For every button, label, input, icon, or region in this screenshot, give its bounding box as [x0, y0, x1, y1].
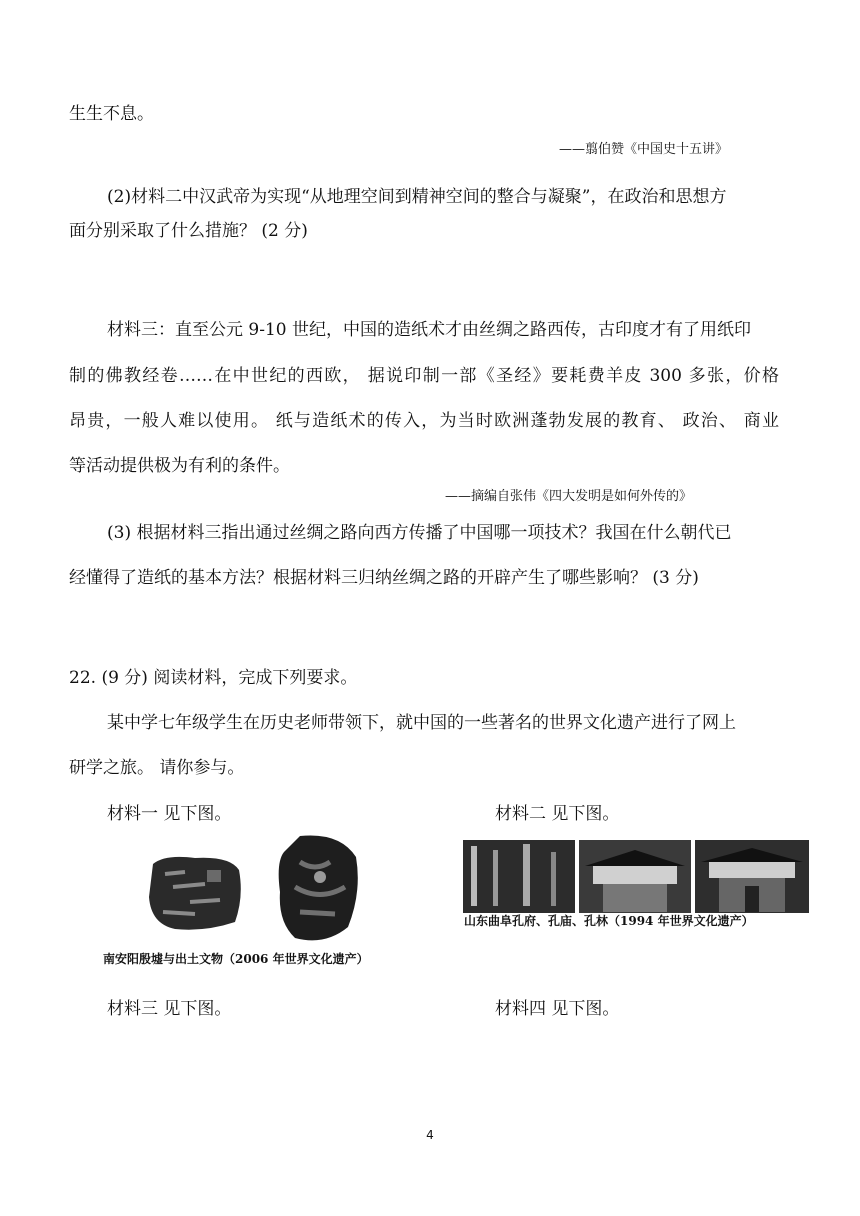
intro-line-1: 某中学七年级学生在历史老师带领下，就中国的一些著名的世界文化遗产进行了网上	[107, 713, 736, 733]
material-2-label: 材料二 见下图。	[495, 804, 620, 824]
question-22-heading: 22. (9 分) 阅读材料，完成下列要求。	[69, 668, 358, 688]
source-citation: ——摘编自张伟《四大发明是如何外传的》	[445, 489, 693, 504]
material-3-line-1: 材料三：直至公元 9-10 世纪，中国的造纸术才由丝绸之路西传，古印度才有了用纸印	[107, 320, 751, 340]
question-3-line-1: (3) 根据材料三指出通过丝绸之路向西方传播了中国哪一项技术？我国在什么朝代已	[107, 523, 732, 543]
intro-line-2: 研学之旅。 请你参与。	[69, 758, 245, 778]
question-3-line-2: 经懂得了造纸的基本方法？根据材料三归纳丝绸之路的开辟产生了哪些影响？ (3 分)	[69, 568, 699, 588]
confucius-site-photos	[463, 840, 809, 913]
bronze-artifact-image	[270, 832, 362, 947]
material-2-caption: 山东曲阜孔府、孔庙、孔林（1994 年世界文化遗产）	[464, 914, 754, 928]
material-4-label: 材料四 见下图。	[495, 999, 620, 1019]
material-3-line-3: 昂贵，一般人难以使用。 纸与造纸术的传入，为当时欧洲蓬勃发展的教育、 政治、 商业	[69, 411, 779, 431]
material-1-label: 材料一 见下图。	[107, 804, 232, 824]
question-2-line-2: 面分别采取了什么措施？ (2 分)	[69, 221, 308, 241]
source-citation: ——翦伯赞《中国史十五讲》	[559, 142, 729, 157]
question-2-line-1: (2)材料二中汉武帝为实现“从地理空间到精神空间的整合与凝聚”，在政治和思想方	[107, 187, 727, 207]
text-line: 生生不息。	[69, 104, 154, 124]
material-3-line-2: 制的佛教经卷……在中世纪的西欧， 据说印制一部《圣经》要耗费羊皮 300 多张，价格	[69, 366, 779, 386]
page-number: 4	[426, 1128, 434, 1142]
oracle-bone-image	[145, 852, 245, 934]
material-1-caption: 南安阳殷墟与出土文物（2006 年世界文化遗产）	[103, 952, 369, 966]
material-3-label: 材料三 见下图。	[107, 999, 232, 1019]
material-3-line-4: 等活动提供极为有利的条件。	[69, 456, 290, 476]
